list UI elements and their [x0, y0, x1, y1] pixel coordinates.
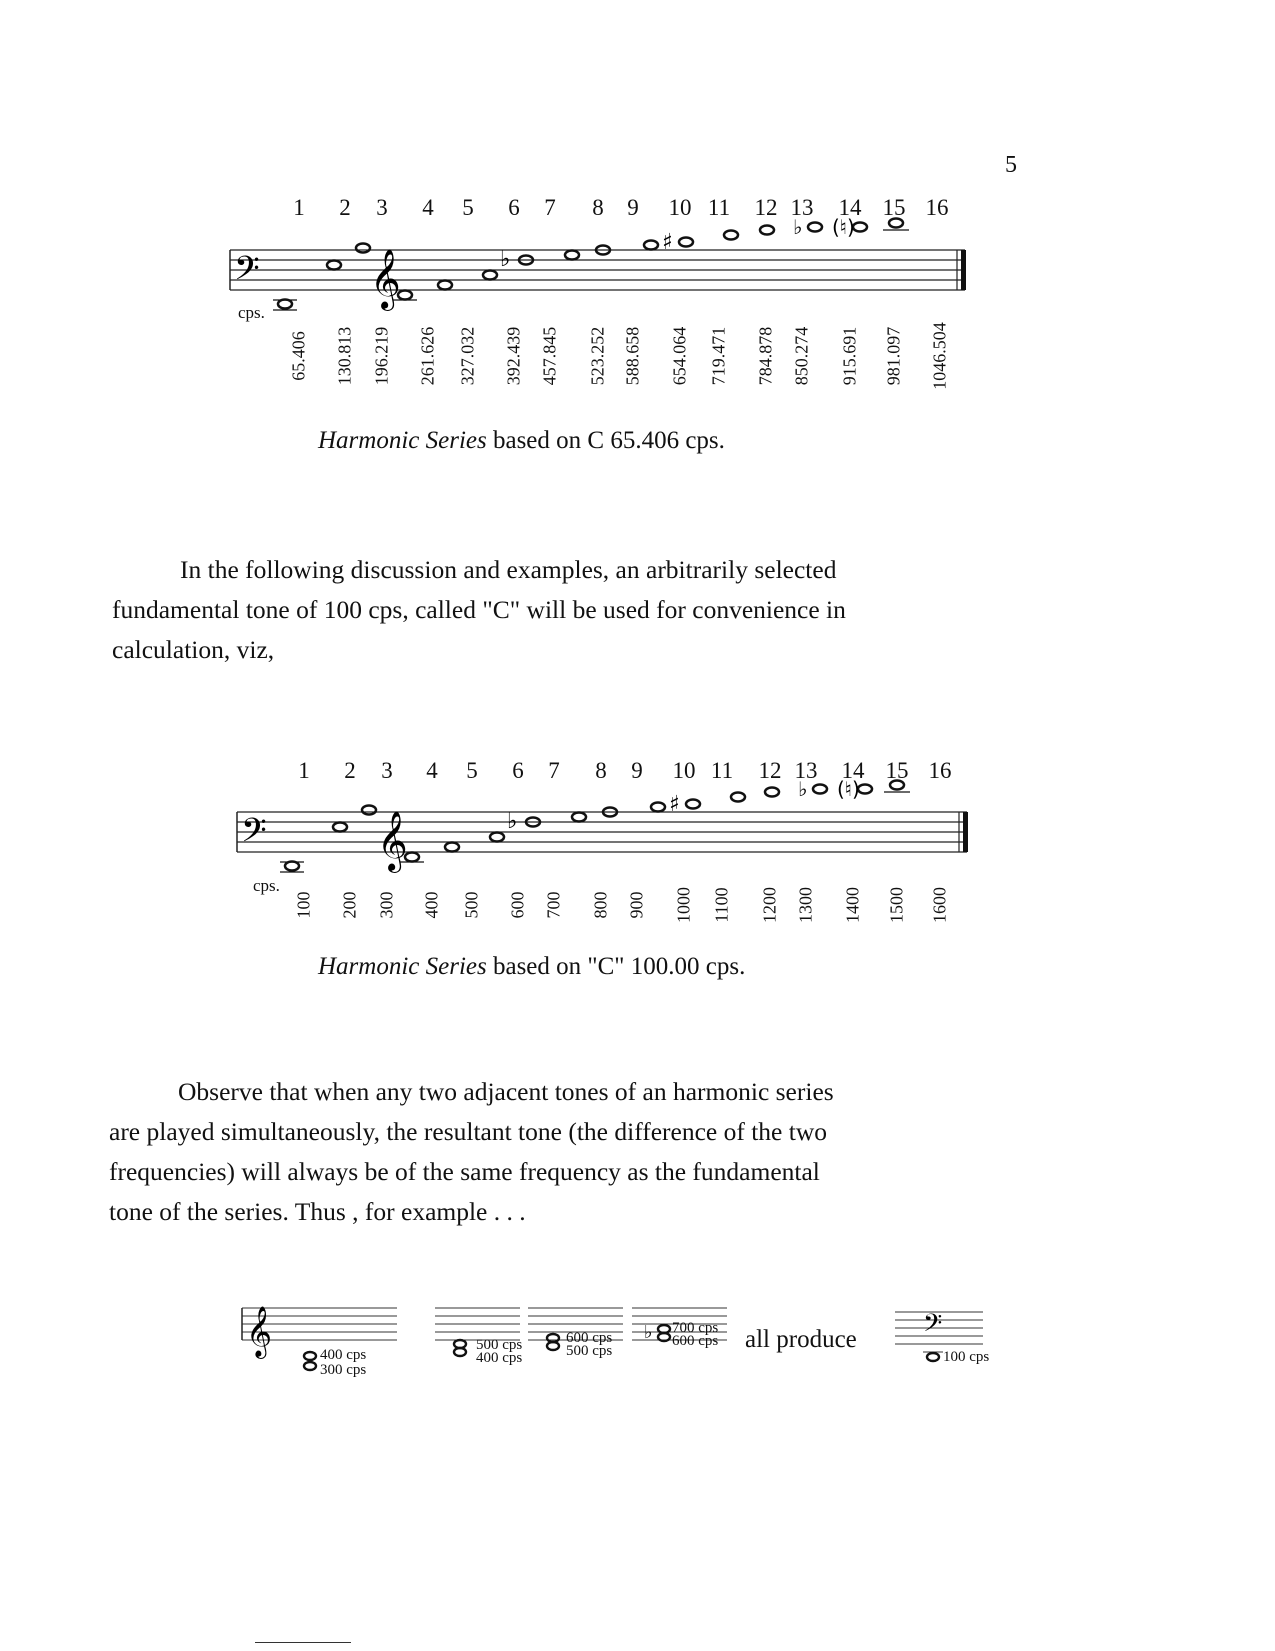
harmonic-number: 3 — [381, 758, 393, 783]
caption-text: based on C 65.406 cps. — [486, 427, 725, 454]
figure-caption-1 — [318, 427, 725, 455]
bass-clef-icon: 𝄢 — [923, 1309, 943, 1344]
frequency-value: 327.032 — [457, 326, 478, 386]
paragraph-line: Observe that when any two adjacent tones of an harmonic series — [178, 1077, 834, 1106]
frequency-value: 130.813 — [334, 326, 355, 386]
cps-label: cps. — [253, 876, 280, 895]
natural-icon: (♮) — [837, 777, 860, 801]
frequency-value: 196.219 — [371, 326, 392, 386]
harmonic-number: 4 — [426, 758, 438, 783]
frequency-value: 400 — [421, 891, 442, 919]
frequency-value: 1300 — [795, 887, 816, 923]
note-heads — [280, 781, 910, 873]
paragraph-1 — [112, 550, 846, 670]
harmonic-number: 11 — [710, 758, 734, 783]
frequency-value: 654.064 — [669, 326, 690, 386]
harmonic-number: 1 — [293, 195, 305, 220]
frequency-value: 100 — [293, 891, 314, 919]
caption-italic: Harmonic Series — [318, 427, 487, 454]
natural-icon: (♮) — [832, 215, 855, 239]
harmonic-number: 15 — [885, 758, 909, 783]
frequency-value: 1400 — [842, 887, 863, 923]
frequency-value: 457.845 — [539, 326, 560, 386]
harmonic-number: 14 — [841, 758, 865, 783]
interval-label-upper: 600 cps — [566, 1330, 613, 1346]
harmonic-number: 3 — [376, 195, 388, 220]
harmonic-number: 2 — [339, 195, 351, 220]
paragraph-line: fundamental tone of 100 cps, called "C" will be used for convenience in — [112, 595, 846, 624]
frequency-value: 261.626 — [417, 326, 438, 386]
harmonic-number: 5 — [462, 195, 474, 220]
caption-italic: Harmonic Series — [318, 953, 487, 980]
frequency-value: 1046.504 — [929, 322, 950, 390]
flat-icon: ♭ — [500, 247, 511, 272]
frequency-value: 1000 — [673, 887, 694, 923]
harmonic-number: 9 — [627, 195, 639, 220]
footnote-rule — [255, 1642, 351, 1643]
frequency-value: 1500 — [886, 887, 907, 923]
harmonic-number: 14 — [838, 195, 862, 220]
interval-label-upper: 400 cps — [320, 1347, 367, 1363]
harmonic-number: 8 — [595, 758, 607, 783]
frequency-value: 784.878 — [755, 326, 776, 386]
harmonic-number: 13 — [790, 195, 814, 220]
staff-lines — [230, 250, 965, 290]
harmonic-number: 8 — [592, 195, 604, 220]
cps-label: cps. — [238, 303, 265, 322]
frequency-value: 719.471 — [708, 326, 729, 386]
harmonic-staff-1 — [230, 215, 970, 320]
page-number: 5 — [1005, 152, 1017, 178]
paragraph-line: tone of the series. Thus , for example . . . — [109, 1197, 526, 1226]
frequency-value: 981.097 — [883, 326, 904, 386]
frequency-value: 523.252 — [587, 326, 608, 386]
bass-clef-icon: 𝄢 — [241, 812, 267, 858]
sharp-icon: ♯ — [662, 230, 673, 255]
interval-label-upper: 500 cps — [476, 1337, 523, 1353]
frequency-value: 65.406 — [288, 331, 309, 381]
interval-label-lower: 400 cps — [476, 1350, 523, 1366]
harmonic-number: 1 — [298, 758, 310, 783]
harmonic-number: 11 — [707, 195, 731, 220]
frequency-value: 600 — [507, 891, 528, 919]
frequency-value: 392.439 — [503, 326, 524, 386]
frequency-value: 700 — [543, 891, 564, 919]
harmonic-number: 4 — [422, 195, 434, 220]
treble-clef-icon: 𝄞 — [370, 249, 401, 309]
harmonic-number: 7 — [544, 195, 556, 220]
frequency-value: 915.691 — [839, 326, 860, 386]
interval-label-lower: 500 cps — [566, 1343, 613, 1359]
frequency-value: 300 — [376, 891, 397, 919]
frequency-value: 500 — [461, 891, 482, 919]
flat-icon: ♭ — [798, 777, 808, 801]
paragraph-line: calculation, viz, — [112, 635, 275, 664]
caption-text: based on "C" 100.00 cps. — [486, 953, 746, 980]
harmonic-number: 10 — [668, 195, 692, 220]
frequency-value: 1200 — [759, 887, 780, 923]
harmonic-number: 10 — [672, 758, 696, 783]
paragraph-line: are played simultaneously, the resultant tone (the difference of the two — [109, 1117, 827, 1146]
harmonic-number: 16 — [928, 758, 952, 783]
harmonic-number: 13 — [794, 758, 818, 783]
frequency-value: 1100 — [711, 887, 732, 923]
note-heads — [273, 219, 909, 311]
frequency-value: 800 — [590, 891, 611, 919]
frequency-value: 900 — [626, 891, 647, 919]
flat-icon: ♭ — [793, 215, 803, 239]
result-frequency: 100 cps — [943, 1349, 990, 1365]
paragraph-line: In the following discussion and examples, an arbitrarily selected — [180, 555, 837, 584]
paragraph-line: frequencies) will always be of the same frequency as the fundamental — [109, 1157, 820, 1186]
flat-icon: ♭ — [644, 1322, 653, 1343]
harmonic-number: 5 — [466, 758, 478, 783]
harmonic-number: 7 — [548, 758, 560, 783]
interval-label-upper: 700 cps — [672, 1320, 719, 1336]
figure-caption-2 — [318, 953, 745, 981]
harmonic-number: 9 — [631, 758, 643, 783]
bass-clef-icon: 𝄢 — [234, 250, 260, 296]
harmonic-number: 2 — [344, 758, 356, 783]
sharp-icon: ♯ — [669, 792, 680, 817]
frequency-value: 850.274 — [791, 326, 812, 386]
frequency-value: 588.658 — [622, 326, 643, 386]
harmonic-number: 6 — [508, 195, 520, 220]
harmonic-number: 16 — [925, 195, 949, 220]
harmonic-number: 12 — [754, 195, 778, 220]
all-produce-text: all produce — [745, 1326, 857, 1353]
interval-label-lower: 300 cps — [320, 1362, 367, 1378]
flat-icon: ♭ — [507, 809, 518, 834]
paragraph-2 — [109, 1072, 834, 1232]
treble-clef-icon: 𝄞 — [377, 811, 408, 871]
treble-clef-icon: 𝄞 — [246, 1306, 273, 1357]
frequency-value: 1600 — [929, 887, 950, 923]
harmonic-number: 6 — [512, 758, 524, 783]
harmonic-number: 12 — [758, 758, 782, 783]
harmonic-number: 15 — [882, 195, 906, 220]
staff-lines — [237, 812, 967, 852]
frequency-value: 200 — [339, 891, 360, 919]
interval-label-lower: 600 cps — [672, 1333, 719, 1349]
harmonic-staff-2 — [237, 777, 977, 882]
